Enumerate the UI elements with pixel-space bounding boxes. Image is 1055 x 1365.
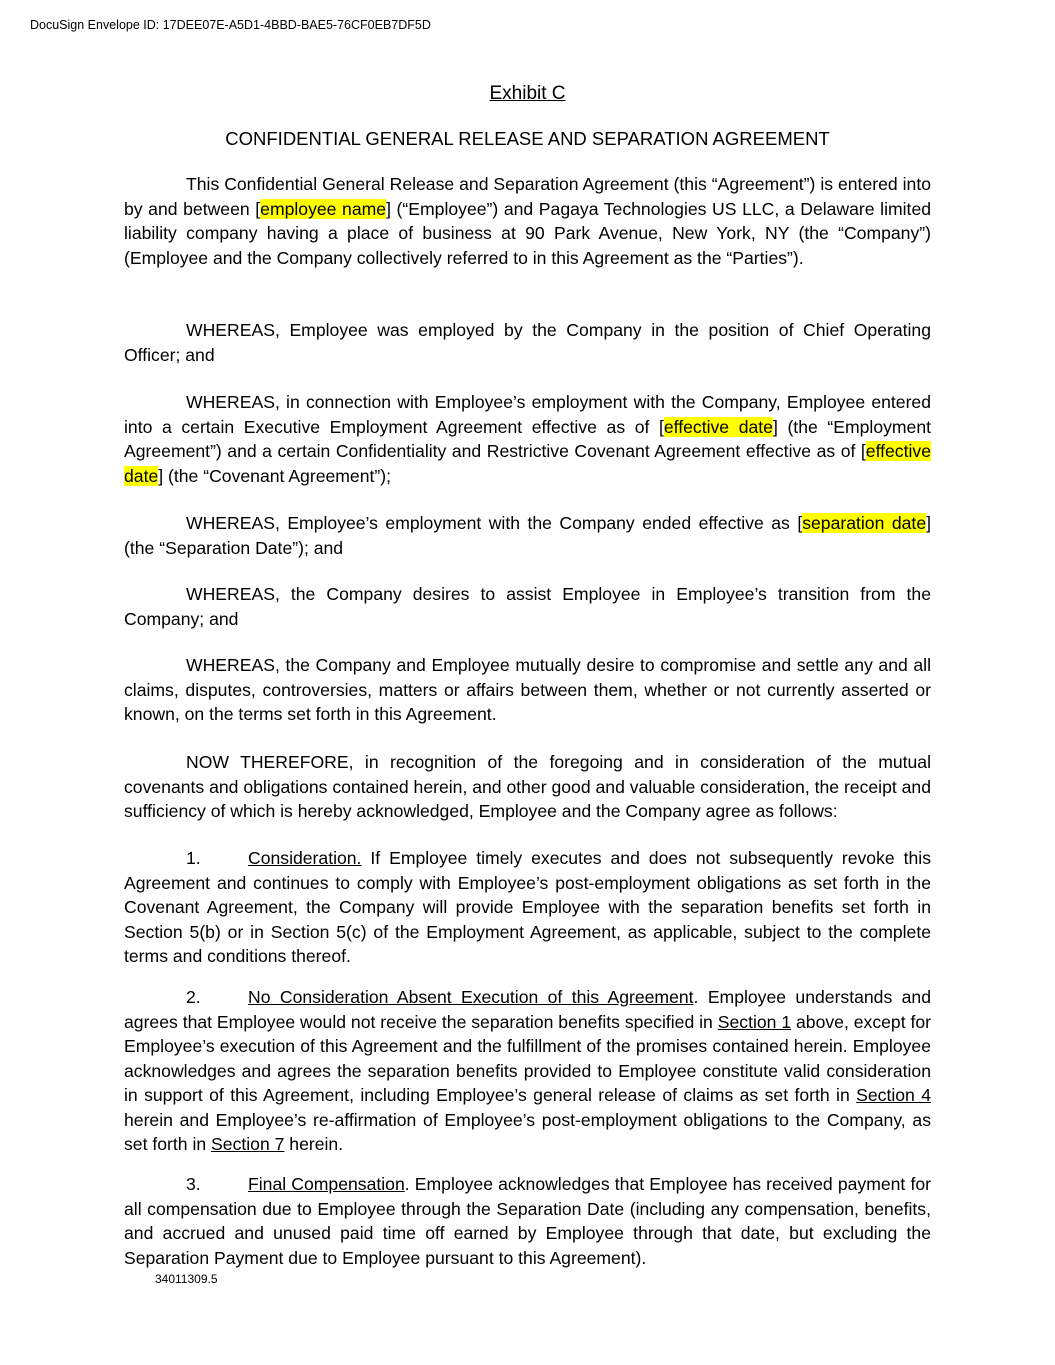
section-2: 2. No Consideration Absent Execution of this Agreement. Employee understands and agrees that Employee would not receive the separation benefits specified in Section 1 above, except for Employee’s execution of this Agreement and the fulfillment of the promises contained herein. Employee acknowledges and agrees the separation benefits provided to Employee constitute valid consideration in support of this Agreement, including Employee’s general release of claims as set forth in Section 4 herein and Employee’s re-affirmation of Employee’s post-employment obligations to the Company, as set forth in Section 7 herein. xyxy=(124,987,932,1154)
whereas-paragraph-5: WHEREAS, the Company and Employee mutually desire to compromise and settle any and all claims, disputes, controversies, matters or affairs between them, whether or not currently asserted or known, on the terms set forth in this Agreement. xyxy=(124,655,931,724)
separation-date-placeholder: separation date xyxy=(802,513,927,533)
section-number: 1. xyxy=(186,848,201,868)
whereas-paragraph-1: WHEREAS, Employee was employed by the Company in the position of Chief Operating Officer; and xyxy=(124,320,931,365)
section-3: 3. Final Compensation. Employee acknowledges that Employee has received payment for all compensation due to Employee through the Separation Date (including any compensation, benefits, and accrued and unused paid time off earned by Employee through that date, but excluding the Separation Payment due to Employee pursuant to this Agreement). xyxy=(124,1174,931,1268)
whereas-paragraph-3: WHEREAS, Employee’s employment with the Company ended effective as [separation date] (the “Separation Date”); and xyxy=(124,513,931,558)
agreement-title: CONFIDENTIAL GENERAL RELEASE AND SEPARATION AGREEMENT xyxy=(225,128,830,149)
section-1: 1. Consideration. If Employee timely executes and does not subsequently revoke this Agreement and continues to comply with Employee’s post-employment obligations as set forth in the Covenant Agreement, the Company will provide Employee with the separation benefits set forth in Section 5(b) or in Section 5(c) of the Employment Agreement, as applicable, subject to the complete terms and conditions thereof. xyxy=(124,848,931,966)
intro-paragraph: This Confidential General Release and Separation Agreement (this “Agreement”) is entered into by and between [employee name] (“Employee”) and Pagaya Technologies US LLC, a Delaware limited liability company having a place of business at 90 Park Avenue, New York, NY (the “Company”) (Employee and the Company collectively referred to in this Agreement as the “Parties”). xyxy=(124,174,932,268)
section-number: 3. xyxy=(186,1174,201,1194)
section-1-reference: Section 1 xyxy=(717,1011,792,1032)
company-term: Company xyxy=(843,223,920,243)
section-heading: Consideration. xyxy=(248,848,362,868)
section-heading: Final Compensation xyxy=(248,1174,405,1194)
employee-term: Employee xyxy=(408,198,487,219)
section-number: 2. xyxy=(186,987,201,1007)
employee-name-placeholder: employee name xyxy=(260,198,387,219)
parties-term: Parties xyxy=(732,247,788,268)
effective-date-placeholder: effective date xyxy=(663,416,773,437)
docusign-envelope-id: DocuSign Envelope ID: 17DEE07E-A5D1-4BBD-BAE5-76CF0EB7DF5D xyxy=(30,18,431,32)
exhibit-heading: Exhibit C xyxy=(489,83,566,104)
effective-date-placeholder: effective date xyxy=(124,441,931,486)
covenant-agreement-term: Covenant Agreement xyxy=(209,465,375,486)
whereas-paragraph-4: WHEREAS, the Company desires to assist Employee in Employee’s transition from the Company; and xyxy=(124,584,931,629)
section-heading: No Consideration Absent Execution of this Agreement xyxy=(248,987,694,1007)
section-4-reference: Section 4 xyxy=(856,1085,931,1105)
agreement-term: Agreement xyxy=(717,174,804,194)
document-number: 34011309.5 xyxy=(155,1272,218,1286)
employment-agreement-term: Employment Agreement xyxy=(124,416,932,461)
section-7-reference: Section 7 xyxy=(211,1134,285,1154)
separation-date-term: Separation Date xyxy=(165,537,293,558)
now-therefore-paragraph: NOW THEREFORE, in recognition of the foregoing and in consideration of the mutual covenants and obligations contained herein, and other good and valuable consideration, the receipt and sufficiency of which is hereby acknowledged, Employee and the Company agree as follows: xyxy=(124,752,931,821)
whereas-paragraph-2: WHEREAS, in connection with Employee’s employment with the Company, Employee entered into a certain Executive Employment Agreement effective as of [effective date] (the “Employment Agreement”) and a certain Confidentiality and Restrictive Covenant Agreement effective as of [effective date] (the “Covenant Agreement”); xyxy=(124,392,932,486)
